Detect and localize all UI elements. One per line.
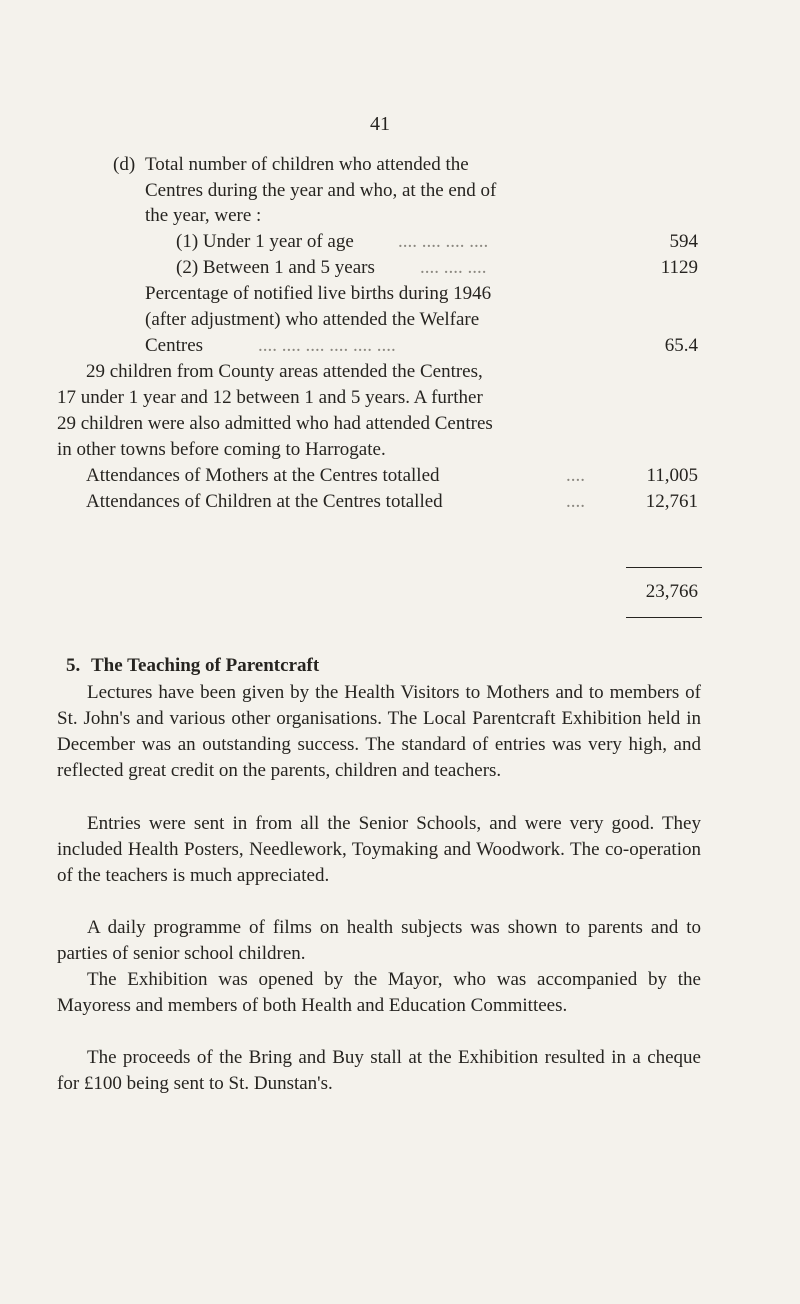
section-5-number: 5. bbox=[66, 655, 81, 676]
attendances-mothers-label: Attendances of Mothers at the Centres totalled bbox=[86, 465, 440, 486]
total-rule-top bbox=[626, 567, 702, 568]
section-5-paragraph-2: Entries were sent in from all the Senior Schools, and were very good. They included Health Posters, Needlework, Toymaking and Woodwork. The co-operation of the teachers is much appreciated. bbox=[57, 813, 701, 886]
percentage-line-1: Percentage of notified live births during 1946 bbox=[145, 283, 492, 304]
under-1-dots: .... .... .... .... bbox=[398, 231, 489, 252]
total-rule-bottom bbox=[626, 617, 702, 618]
under-1-value: 594 bbox=[669, 231, 698, 252]
county-line-1: 29 children from County areas attended the Centres, bbox=[86, 361, 483, 382]
section-5-paragraph-5: The proceeds of the Bring and Buy stall at the Exhibition resulted in a cheque for £100 being sent to St. Dunstan's. bbox=[57, 1047, 701, 1094]
section-d-label: (d) bbox=[113, 154, 136, 175]
county-line-4: in other towns before coming to Harrogate. bbox=[57, 439, 386, 460]
county-line-3: 29 children were also admitted who had attended Centres bbox=[57, 413, 493, 434]
between-1-5-value: 1129 bbox=[660, 257, 698, 278]
section-5-title: The Teaching of Parentcraft bbox=[91, 655, 320, 676]
between-1-5-label: (2) Between 1 and 5 years bbox=[176, 257, 375, 278]
section-d-intro-line-1: Total number of children who attended the bbox=[145, 154, 469, 175]
section-5-paragraph-4: The Exhibition was opened by the Mayor, who was accompanied by the Mayoress and members of both Health and Education Committees. bbox=[57, 969, 701, 1016]
attendances-children-dots: .... bbox=[566, 491, 585, 512]
section-d-intro-line-2: Centres during the year and who, at the end of bbox=[145, 180, 497, 201]
section-5-heading bbox=[66, 654, 319, 678]
percentage-line-2: (after adjustment) who attended the Welfare bbox=[145, 309, 480, 330]
between-1-5-dots: .... .... .... bbox=[420, 257, 487, 278]
section-5-paragraph-3: A daily programme of films on health subjects was shown to parents and to parties of senior school children. bbox=[57, 917, 701, 964]
county-line-2: 17 under 1 year and 12 between 1 and 5 years. A further bbox=[57, 387, 483, 408]
under-1-label: (1) Under 1 year of age bbox=[176, 231, 354, 252]
percentage-dots: .... .... .... .... .... .... bbox=[258, 335, 396, 356]
page-number: 41 bbox=[370, 113, 390, 135]
attendances-children-value: 12,761 bbox=[645, 491, 698, 512]
attendances-mothers-value: 11,005 bbox=[646, 465, 698, 486]
attendances-children-label: Attendances of Children at the Centres totalled bbox=[86, 491, 443, 512]
section-d-intro-line-3: the year, were : bbox=[145, 205, 262, 226]
percentage-line-3: Centres bbox=[145, 335, 204, 356]
section-5-paragraph-1: Lectures have been given by the Health Visitors to Mothers and to members of St. John's and various other organisations. The Local Parentcraft Exhibition held in December was an outstanding success. The standard of entries was very high, and reflected great credit on the parents, children and teachers. bbox=[57, 682, 701, 781]
attendances-mothers-dots: .... bbox=[566, 465, 585, 486]
attendances-total: 23,766 bbox=[645, 581, 698, 602]
percentage-value: 65.4 bbox=[664, 335, 698, 356]
